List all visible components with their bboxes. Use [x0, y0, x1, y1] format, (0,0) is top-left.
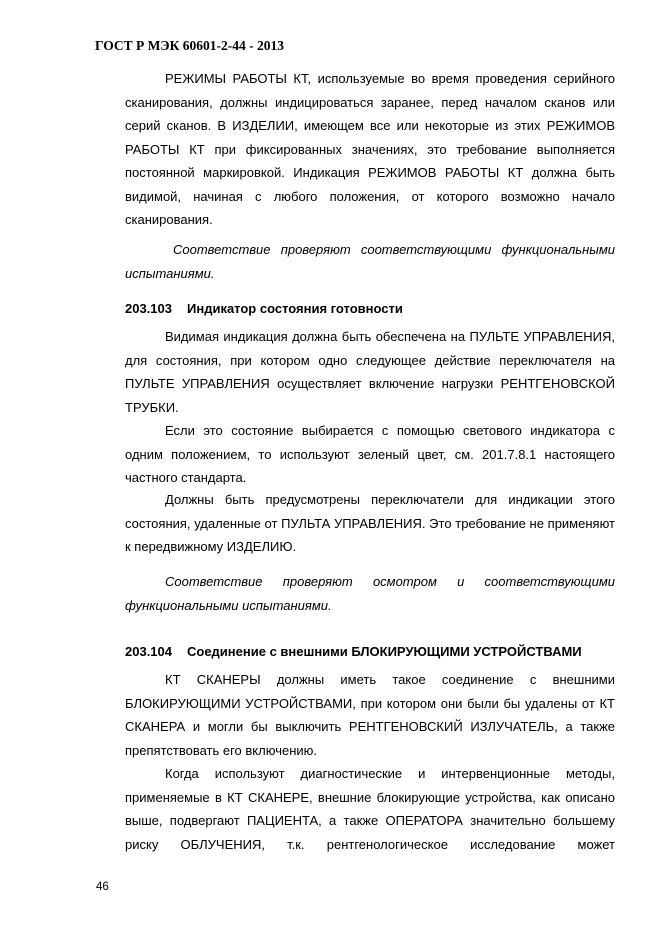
- document-header: ГОСТ Р МЭК 60601-2-44 - 2013: [95, 38, 284, 53]
- paragraph-external-interlocks: КТ СКАНЕРЫ должны иметь такое соединение с внешними БЛОКИРУЮЩИМИ УСТРОЙСТВАМИ, при котором они были бы удалены от КТ СКАНЕРА и могли бы выключить РЕНТГЕНОВСКИЙ ИЗЛУЧАТЕЛЬ, а также препятствовать его включению.: [125, 672, 615, 758]
- paragraph-remote-switches: Должны быть предусмотрены переключатели для индикации этого состояния, удаленные от ПУЛЬТА УПРАВЛЕНИЯ. Это требование не применяют к передвижному ИЗДЕЛИЮ.: [125, 492, 615, 554]
- page-number: 46: [96, 881, 109, 893]
- section-heading-203-104: [125, 644, 582, 659]
- section-heading-203-103: [125, 301, 403, 316]
- section-number: 203.103: [125, 301, 172, 316]
- paragraph-interventional-methods: Когда используют диагностические и интервенционные методы, применяемые в КТ СКАНЕРЕ, внешние блокирующие устройства, как описано выше, подвергают ПАЦИЕНТА, а также ОПЕРАТОРА значительно большему риску ОБЛУЧЕНИЯ, т.к. рентгенологическое исследование может: [125, 766, 615, 852]
- compliance-note-inspection: Соответствие проверяют осмотром и соответствующими функциональными испытаниями.: [125, 574, 615, 613]
- section-title: Индикатор состояния готовности: [187, 301, 403, 316]
- compliance-note-functional: Соответствие проверяют соответствующими функциональными испытаниями.: [125, 242, 615, 281]
- paragraph-ct-modes: РЕЖИМЫ РАБОТЫ КТ, используемые во время проведения серийного сканирования, должны индицироваться заранее, перед началом сканов или серий сканов. В ИЗДЕЛИИ, имеющем все или некоторые из этих РЕЖИМОВ РАБОТЫ КТ при фиксированных значениях, это требование выполняется постоянной маркировкой. Индикация РЕЖИМОВ РАБОТЫ КТ должна быть видимой, начиная с любого положения, от которого возможно начало сканирования.: [125, 71, 615, 227]
- paragraph-visible-indication: Видимая индикация должна быть обеспечена на ПУЛЬТЕ УПРАВЛЕНИЯ, для состояния, при котором одно следующее действие переключателя на ПУЛЬТЕ УПРАВЛЕНИЯ осуществляет включение нагрузки РЕНТГЕНОВСКОЙ ТРУБКИ.: [125, 329, 615, 415]
- section-title: Соединение с внешними БЛОКИРУЮЩИМИ УСТРОЙСТВАМИ: [187, 644, 582, 659]
- paragraph-light-indicator: Если это состояние выбирается с помощью светового индикатора с одним положением, то используют зеленый цвет, см. 201.7.8.1 настоящего частного стандарта.: [125, 423, 615, 485]
- section-number: 203.104: [125, 644, 172, 659]
